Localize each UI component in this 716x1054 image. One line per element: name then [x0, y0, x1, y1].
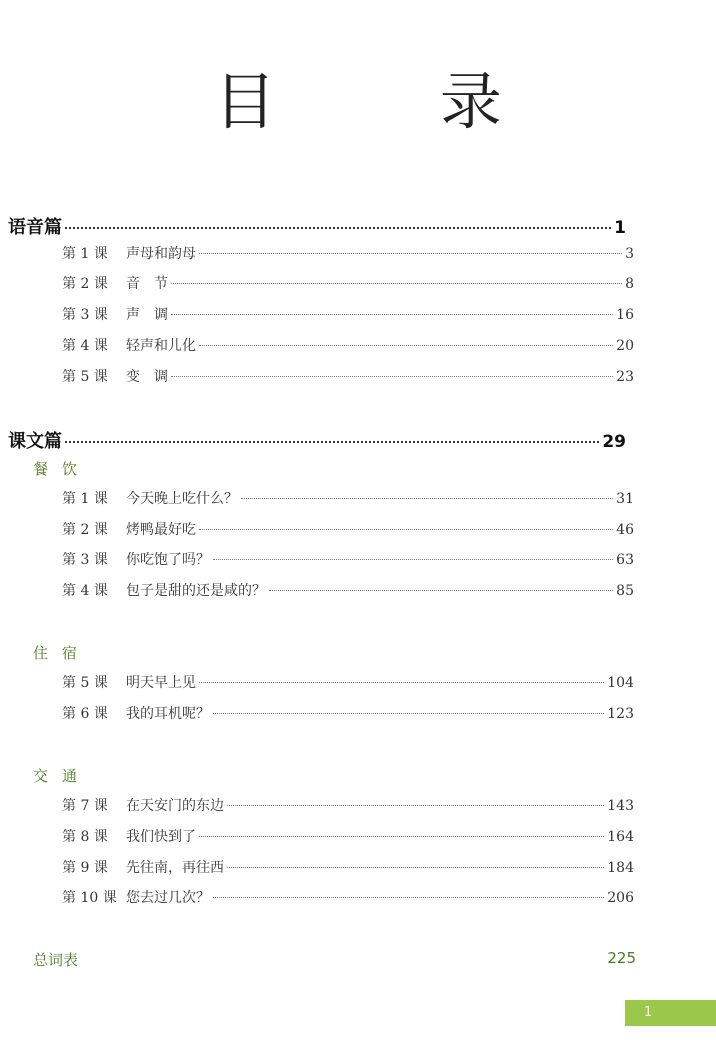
lesson-title: 先往南，再往西 — [126, 860, 224, 876]
dot-leader — [199, 529, 613, 530]
lesson-title: 今天晚上吃什么？ — [126, 491, 238, 507]
toc-lesson[interactable] — [62, 273, 634, 293]
lesson-page: 23 — [616, 369, 634, 385]
dot-leader — [213, 713, 604, 714]
lesson-number: 第 5 课 — [62, 369, 108, 385]
lesson-page: 104 — [607, 675, 634, 691]
lesson-title: 包子是甜的还是咸的？ — [126, 583, 266, 599]
lesson-page: 3 — [625, 246, 634, 262]
lesson-number: 第 5 课 — [62, 675, 108, 691]
section-title: 语音篇 — [8, 217, 62, 238]
glossary-page: 225 — [607, 949, 636, 967]
lesson-title: 音 节 — [126, 276, 168, 292]
lesson-page: 63 — [616, 552, 634, 568]
lesson-title: 我的耳机呢？ — [126, 706, 210, 722]
lesson-number: 第 2 课 — [62, 522, 108, 538]
toc-section-texts[interactable] — [8, 427, 626, 453]
section-page: 1 — [614, 218, 626, 238]
lesson-page: 46 — [616, 522, 634, 538]
lesson-page: 31 — [616, 491, 634, 507]
lesson-title: 你吃饱了吗？ — [126, 552, 210, 568]
toc-section-phonetics[interactable] — [8, 213, 626, 239]
dot-leader — [65, 441, 599, 443]
dot-leader — [213, 897, 604, 898]
lesson-title: 声 调 — [126, 307, 168, 323]
toc-glossary[interactable] — [33, 949, 636, 970]
lesson-number: 第 8 课 — [62, 829, 108, 845]
lesson-number: 第 3 课 — [62, 552, 108, 568]
dot-leader — [65, 227, 611, 229]
toc-lesson[interactable] — [62, 243, 634, 263]
lesson-number: 第 4 课 — [62, 583, 108, 599]
lesson-title: 明天早上见 — [126, 675, 196, 691]
dot-leader — [227, 805, 604, 806]
lesson-page: 85 — [616, 583, 634, 599]
lesson-title: 我们快到了 — [126, 829, 196, 845]
lesson-number: 第 4 课 — [62, 338, 108, 354]
dot-leader — [199, 345, 613, 346]
category-transport: 交通 — [33, 767, 92, 785]
lesson-page: 8 — [625, 276, 634, 292]
lesson-title: 烤鸭最好吃 — [126, 522, 196, 538]
dot-leader — [171, 314, 613, 315]
toc-lesson[interactable] — [62, 857, 634, 877]
toc-lesson[interactable] — [62, 519, 634, 539]
toc-lesson[interactable] — [62, 826, 634, 846]
toc-lesson[interactable] — [62, 549, 634, 569]
dot-leader — [213, 559, 613, 560]
lesson-title: 在天安门的东边 — [126, 798, 224, 814]
lesson-title: 变 调 — [126, 369, 168, 385]
dot-leader — [241, 498, 613, 499]
lesson-number: 第 6 课 — [62, 706, 108, 722]
glossary-title: 总词表 — [33, 951, 79, 969]
dot-leader — [227, 867, 604, 868]
lesson-number: 第 3 课 — [62, 307, 108, 323]
toc-lesson[interactable] — [62, 703, 634, 723]
lesson-title: 您去过几次？ — [126, 890, 210, 906]
lesson-page: 123 — [607, 706, 634, 722]
page-title: 目 录 — [214, 65, 574, 138]
toc-lesson[interactable] — [62, 672, 634, 692]
lesson-page: 184 — [607, 860, 634, 876]
toc-lesson[interactable] — [62, 304, 634, 324]
toc-lesson[interactable] — [62, 335, 634, 355]
dot-leader — [199, 836, 604, 837]
lesson-page: 206 — [607, 890, 634, 906]
lesson-number: 第 9 课 — [62, 860, 108, 876]
lesson-page: 143 — [607, 798, 634, 814]
lesson-page: 20 — [616, 338, 634, 354]
lesson-title: 轻声和儿化 — [126, 338, 196, 354]
dot-leader — [171, 283, 622, 284]
category-lodging: 住宿 — [33, 644, 92, 662]
lesson-page: 16 — [616, 307, 634, 323]
dot-leader — [171, 376, 613, 377]
lesson-number: 第 1 课 — [62, 246, 108, 262]
toc-lesson[interactable] — [62, 795, 634, 815]
dot-leader — [269, 590, 613, 591]
section-title: 课文篇 — [8, 431, 62, 452]
toc-lesson[interactable] — [62, 488, 634, 508]
lesson-number: 第 2 课 — [62, 276, 108, 292]
lesson-number: 第 7 课 — [62, 798, 108, 814]
lesson-number: 第 1 课 — [62, 491, 108, 507]
toc-lesson[interactable] — [62, 887, 634, 907]
category-dining: 餐饮 — [33, 460, 92, 478]
section-page: 29 — [602, 432, 626, 452]
dot-leader — [199, 682, 604, 683]
lesson-page: 164 — [607, 829, 634, 845]
lesson-number: 第 10 课 — [62, 890, 117, 906]
toc-lesson[interactable] — [62, 580, 634, 600]
lesson-title: 声母和韵母 — [126, 246, 196, 262]
toc-lesson[interactable] — [62, 366, 634, 386]
dot-leader — [199, 253, 622, 254]
page-number-badge: 1 — [625, 1000, 716, 1026]
